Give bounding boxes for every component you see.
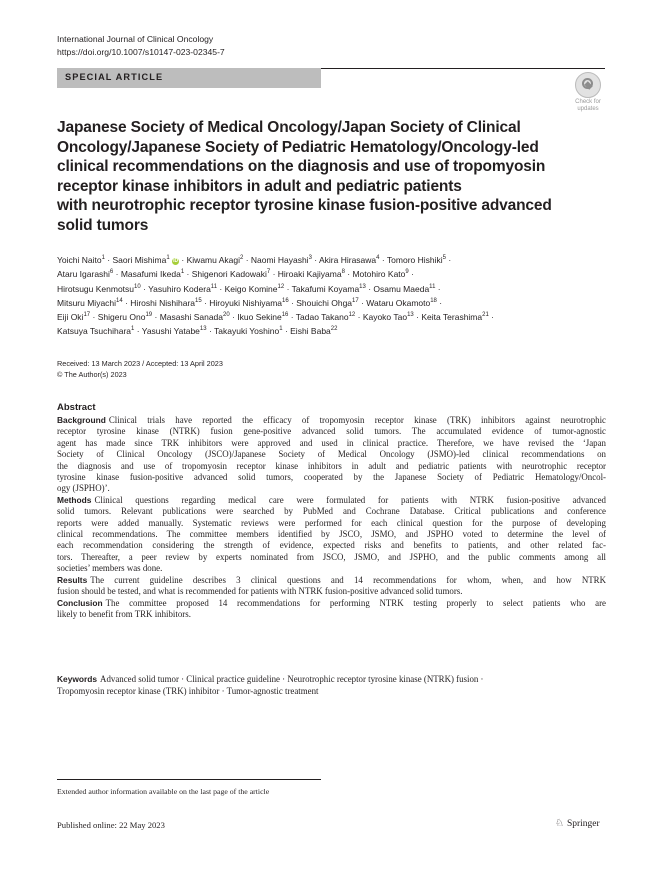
abstract-line: Methods Clinical questions regarding medical care were formulated for patients with NTRK fusion-positive advanced — [57, 494, 606, 505]
article-type-banner — [57, 68, 321, 88]
affiliation-number: 20 — [223, 312, 230, 319]
author-line: Katsuya Tsuchihara$^1$ · Yasushi Yatabe$^{13}$ · Takayuki Yoshino$^1$ · Eishi Baba$^{22}$ — [57, 326, 338, 337]
keywords-line: Tropomyosin receptor kinase (TRK) inhibitor · Tumor-agnostic treatment — [57, 685, 319, 696]
affiliation-number: 16 — [282, 297, 289, 304]
orcid-icon[interactable]: iD — [173, 258, 179, 264]
author-name[interactable]: Ikuo Sekine — [237, 312, 282, 323]
abstract-line: clinical recommendations. The committee members identified by JSCO, JSMO, and JSPHO voted to determine the level of — [57, 529, 606, 540]
affiliation-number: 14 — [116, 297, 123, 304]
abstract-line: solid tumors. Relevant publications were searched by PubMed and Cochrane Database. Critical publications and conference — [57, 506, 606, 517]
author-line: Yoichi Naito$^1$ · Saori Mishima$^1$ iD · Kiwamu Akagi$^2$ · Naomi Hayashi$^3$ · Akira Hirasawa$^4$ · Tomoro Hishiki$^5$ · — [57, 255, 452, 265]
affiliation-number: 12 — [348, 312, 356, 319]
abstract-section-label: Results — [57, 574, 88, 585]
article-title — [57, 118, 577, 235]
journal-name: International Journal of Clinical Oncology — [57, 34, 214, 44]
affiliation-number: 17 — [83, 312, 91, 319]
author-name[interactable]: Hiroshi Nishihara — [130, 297, 196, 308]
abstract-section-label: Conclusion — [57, 597, 103, 608]
abstract-line: Society of Clinical Oncology (JSCO)/Japanese Society of Medical Oncology (JSMO)-led clinical recommendations on — [57, 449, 606, 460]
footnote-rule — [57, 779, 321, 780]
abstract-line: Conclusion The committee proposed 14 recommendations for performing NTRK testing properly to select patients who are — [57, 597, 606, 608]
article-dates — [57, 358, 223, 380]
affiliation-number: 6 — [109, 269, 114, 276]
affiliation-number: 18 — [430, 297, 437, 304]
journal-header — [57, 33, 225, 59]
author-name[interactable]: Saori Mishima — [112, 255, 167, 265]
affiliation-number: 1 — [166, 255, 170, 261]
author-name[interactable]: Tomoro Hishiki — [386, 255, 443, 265]
springer-horse-icon: ♘ — [555, 818, 564, 829]
crossmark-icon — [575, 72, 601, 98]
abstract-line: societies’ members was done. — [57, 563, 163, 574]
abstract-body — [57, 415, 606, 620]
author-name[interactable]: Yasushi Yatabe — [141, 326, 200, 337]
author-name[interactable]: Takayuki Yoshino — [214, 326, 280, 337]
affiliation-number: 7 — [266, 269, 271, 276]
author-name[interactable]: Ataru Igarashi — [57, 269, 110, 280]
author-name[interactable]: Masashi Sanada — [159, 312, 224, 323]
copyright: © The Author(s) 2023 — [57, 370, 127, 379]
affiliation-number: 3 — [308, 255, 312, 261]
abstract-line: agent has made since TRK inhibitors were approved and used in clinical practice. Therefore, we have revised the ‘Japan — [57, 437, 606, 448]
abstract-line: the diagnosis and use of tropomyosin receptor kinase inhibitors in adult and pediatric patients with neurotrophic receptor — [57, 460, 606, 471]
author-name[interactable]: Wataru Okamoto — [366, 297, 431, 308]
author-name[interactable]: Hiroyuki Nishiyama — [209, 297, 283, 308]
publisher-name: Springer — [566, 819, 600, 829]
author-name[interactable]: Yasuhiro Kodera — [148, 283, 211, 294]
affiliation-number: 22 — [330, 326, 338, 333]
author-name[interactable]: Mitsuru Miyachi — [57, 297, 117, 308]
author-name[interactable]: Motohiro Kato — [352, 269, 406, 280]
abstract-line: each recommendation considering the strength of evidence, expected risks and benefits to patients, and other related fac- — [57, 540, 606, 551]
title-line: Oncology/Japanese Society of Pediatric Hematology/Oncology-led — [57, 138, 539, 156]
author-name[interactable]: Masafumi Ikeda — [120, 269, 181, 280]
abstract-heading: Abstract — [57, 402, 96, 413]
abstract-line: fusion should be tested, and what is recommended for patients with NTRK fusion-positive advanced solid tumors. — [57, 586, 463, 597]
affiliation-number: 11 — [210, 283, 218, 290]
author-name[interactable]: Hiroaki Kajiyama — [277, 269, 342, 280]
author-info-note: Extended author information available on the last page of the article — [57, 787, 270, 796]
author-name[interactable]: Osamu Maeda — [373, 283, 430, 294]
publisher-logo — [555, 818, 600, 829]
author-list — [57, 253, 617, 339]
abstract-section-label: Background — [57, 415, 106, 425]
author-name[interactable]: Eiji Oki — [57, 312, 84, 323]
author-name[interactable]: Katsuya Tsuchihara — [57, 326, 132, 337]
check-for-updates-button[interactable] — [571, 72, 605, 112]
author-line: Hirotsugu Kenmotsu$^{10}$ · Yasuhiro Kodera$^{11}$ · Keigo Komine$^{12}$ · Takafumi Koyama$^{13}$ · Osamu Maeda$^{11}$ · — [57, 283, 441, 294]
affiliation-number: 21 — [482, 312, 489, 319]
title-line: with neurotrophic receptor tyrosine kinase fusion-positive advanced — [57, 197, 552, 214]
author-line: Ataru Igarashi$^6$ · Masafumi Ikeda$^1$ · Shigenori Kadowaki$^7$ · Hiroaki Kajiyama$^8$ · Motohiro Kato$^9$ · — [57, 269, 414, 280]
author-name[interactable]: Kayoko Tao — [362, 312, 408, 323]
affiliation-number: 17 — [352, 297, 359, 304]
abstract-line: tyrosine kinase fusion-positive advanced solid tumors, cooperated by the Japanese Society of Pediatric Hematology/Oncol- — [57, 472, 606, 483]
title-line: solid tumors — [57, 216, 149, 234]
author-name[interactable]: Shouichi Ohga — [296, 297, 353, 308]
affiliation-number: 15 — [195, 297, 202, 304]
received-accepted: Received: 13 March 2023 / Accepted: 13 April 2023 — [57, 359, 223, 368]
affiliation-number: 2 — [240, 255, 244, 261]
affiliation-number: 8 — [341, 269, 345, 276]
affiliation-number: 1 — [180, 269, 185, 276]
author-name[interactable]: Tadao Takano — [295, 312, 349, 323]
abstract-line: likely to benefit from TRK inhibitors. — [57, 608, 191, 619]
abstract-line: tors. Thereafter, a peer review by experts nominated from JSCO, JSMO, and JSPHO, and the public comments among all — [57, 551, 606, 562]
keywords — [57, 674, 617, 697]
affiliation-number: 13 — [359, 283, 366, 290]
author-name[interactable]: Keigo Komine — [224, 283, 278, 294]
affiliation-number: 13 — [407, 312, 414, 319]
author-name[interactable]: Keita Terashima — [421, 312, 483, 323]
affiliation-number: 12 — [277, 283, 285, 290]
affiliation-number: 13 — [199, 326, 207, 333]
abstract-section-label: Methods — [57, 494, 92, 505]
author-name[interactable]: Takafumi Koyama — [291, 283, 360, 294]
title-line: clinical recommendations on the diagnosis and use of tropomyosin — [57, 158, 546, 175]
affiliation-number: 4 — [376, 255, 380, 261]
abstract-line: ogy (JSPHO)’. — [57, 483, 110, 494]
affiliation-number: 5 — [442, 255, 446, 261]
author-name[interactable]: Shigenori Kadowaki — [191, 269, 267, 280]
affiliation-number: 9 — [405, 269, 409, 276]
affiliation-number: 10 — [134, 283, 141, 290]
affiliation-number: 1 — [101, 255, 105, 261]
author-name[interactable]: Akira Hirasawa — [319, 255, 377, 265]
affiliation-number: 1 — [279, 326, 283, 333]
affiliation-number: 11 — [429, 283, 436, 290]
abstract-line: reports were added manually. Systematic reviews were performed for each clinical question for the purpose of developing — [57, 517, 606, 528]
keywords-label: Keywords — [57, 674, 98, 684]
title-line: receptor kinase inhibitors in adult and pediatric patients — [57, 177, 462, 195]
author-name[interactable]: Kiwamu Akagi — [186, 255, 241, 265]
keywords-line: Keywords Advanced solid tumor · Clinical practice guideline · Neurotrophic receptor tyrosine kinase (NTRK) fusion · — [57, 674, 484, 684]
title-line: Japanese Society of Medical Oncology/Japan Society of Clinical — [57, 119, 521, 136]
author-name[interactable]: Yoichi Naito — [57, 255, 102, 265]
abstract-line: Background Clinical trials have reported the efficacy of tropomyosin receptor kinase (TRK) inhibitors against neurotrophic — [57, 415, 606, 425]
published-date: Published online: 22 May 2023 — [57, 820, 165, 830]
affiliation-number: 1 — [131, 326, 135, 333]
author-name[interactable]: Hirotsugu Kenmotsu — [57, 283, 135, 294]
author-line: Eiji Oki$^{17}$ · Shigeru Ono$^{19}$ · Masashi Sanada$^{20}$ · Ikuo Sekine$^{16}$ · Tadao Takano$^{12}$ · Kayoko Tao$^{13}$ · Keita Terashima$^{21}$ · — [57, 312, 495, 323]
author-name[interactable]: Shigeru Ono — [97, 312, 146, 323]
doi-link[interactable]: https://doi.org/10.1007/s10147-023-02345-7 — [57, 47, 225, 57]
author-name[interactable]: Eishi Baba — [290, 326, 331, 337]
affiliation-number: 16 — [281, 312, 289, 319]
abstract-line: receptor tyrosine kinase (NTRK) fusion gene-positive advanced solid tumors. The accumulated evidence of tumor-agnostic — [57, 426, 606, 437]
check-for-updates-label: Check for updates — [575, 99, 601, 112]
article-type-label: SPECIAL ARTICLE — [65, 72, 164, 82]
header-rule — [321, 68, 605, 69]
author-line: Mitsuru Miyachi$^{14}$ · Hiroshi Nishihara$^{15}$ · Hiroyuki Nishiyama$^{16}$ · Shouichi Ohga$^{17}$ · Wataru Okamoto$^{18}$ · — [57, 297, 443, 308]
author-name[interactable]: Naomi Hayashi — [250, 255, 309, 265]
affiliation-number: 19 — [145, 312, 153, 319]
abstract-line: Results The current guideline describes 3 clinical questions and 14 recommendations for whom, when, and how NTRK — [57, 574, 606, 585]
